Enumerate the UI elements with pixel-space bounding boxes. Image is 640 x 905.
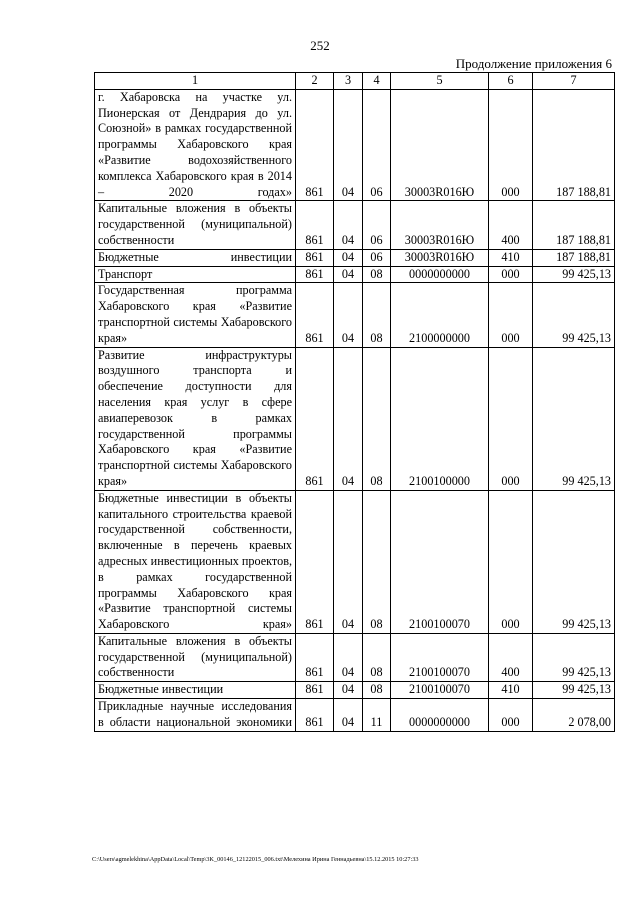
row-c3: 04 (334, 682, 363, 699)
row-c4: 11 (363, 699, 391, 732)
table-row (95, 89, 615, 201)
table-row (95, 347, 615, 490)
row-c7: 99 425,13 (533, 283, 615, 347)
col-header-3: 3 (334, 73, 363, 90)
row-c2: 861 (296, 347, 334, 490)
row-c7: 187 188,81 (533, 201, 615, 249)
row-name: Бюджетные инвестиции в объекты капитального строительства краевой государственной собственности, включенные в перечень краевых адресных инвестиционных проектов, в рамках государственной программы Хабаровского края «Развитие транспортной системы Хабаровского края» (95, 490, 296, 633)
col-header-6: 6 (489, 73, 533, 90)
row-c4: 08 (363, 682, 391, 699)
row-c3: 04 (334, 89, 363, 201)
table-row (95, 266, 615, 283)
row-c3: 04 (334, 347, 363, 490)
row-c5: 30003R016Ю (391, 201, 489, 249)
row-c4: 06 (363, 249, 391, 266)
row-c6: 000 (489, 699, 533, 732)
page-number: 252 (310, 38, 330, 53)
row-c2: 861 (296, 490, 334, 633)
file-path-footer: C:\Users\agmelekhina\AppData\Local\Temp\3K_00146_12122015_006.txt\Мелехина Ирина Геннадьевна\15.12.2015 10:27:33 (92, 856, 419, 863)
row-c6: 410 (489, 249, 533, 266)
row-c7: 187 188,81 (533, 89, 615, 201)
table-row (95, 283, 615, 347)
row-c7: 2 078,00 (533, 699, 615, 732)
row-c4: 08 (363, 633, 391, 681)
row-c3: 04 (334, 283, 363, 347)
row-c5: 2100100000 (391, 347, 489, 490)
col-header-5: 5 (391, 73, 489, 90)
row-c4: 08 (363, 266, 391, 283)
col-header-2: 2 (296, 73, 334, 90)
row-c3: 04 (334, 633, 363, 681)
row-name: Государственная программа Хабаровского края «Развитие транспортной системы Хабаровского края» (95, 283, 296, 347)
row-c5: 2100100070 (391, 490, 489, 633)
row-name: Транспорт (95, 266, 296, 283)
row-name: Капитальные вложения в объекты государственной (муниципальной) собственности (95, 201, 296, 249)
table-row (95, 633, 615, 681)
col-header-4: 4 (363, 73, 391, 90)
row-c2: 861 (296, 283, 334, 347)
continuation-label: Продолжение приложения 6 (455, 56, 612, 71)
row-name: Капитальные вложения в объекты государственной (муниципальной) собственности (95, 633, 296, 681)
row-c5: 30003R016Ю (391, 89, 489, 201)
row-c2: 861 (296, 633, 334, 681)
row-c6: 400 (489, 633, 533, 681)
row-c6: 000 (489, 266, 533, 283)
row-name: Прикладные научные исследования в области национальной экономики (95, 699, 296, 732)
row-c5: 0000000000 (391, 266, 489, 283)
row-c7: 99 425,13 (533, 266, 615, 283)
row-name: Развитие инфраструктуры воздушного транспорта и обеспечение доступности для населения края услуг в сфере авиаперевозок в рамках государственной программы Хабаровского края «Развитие транспортной системы Хабаровского края» (95, 347, 296, 490)
col-header-1: 1 (95, 73, 296, 90)
row-c2: 861 (296, 266, 334, 283)
table-row (95, 249, 615, 266)
row-c7: 99 425,13 (533, 347, 615, 490)
row-c3: 04 (334, 266, 363, 283)
row-c2: 861 (296, 699, 334, 732)
row-c5: 0000000000 (391, 699, 489, 732)
row-c3: 04 (334, 249, 363, 266)
row-c7: 99 425,13 (533, 682, 615, 699)
row-name: Бюджетные инвестиции (95, 682, 296, 699)
table-row (95, 682, 615, 699)
row-c5: 2100100070 (391, 633, 489, 681)
row-name: г. Хабаровска на участке ул. Пионерская от Дендрария до ул. Союзной» в рамках государственной программы Хабаровского края «Развитие водохозяйственного комплекса Хабаровского края в 2014 – 2020 годах» (95, 89, 296, 201)
row-c4: 08 (363, 347, 391, 490)
row-c3: 04 (334, 490, 363, 633)
table-row (95, 699, 615, 732)
row-c6: 410 (489, 682, 533, 699)
header-row (95, 73, 615, 90)
row-c7: 99 425,13 (533, 490, 615, 633)
row-c3: 04 (334, 699, 363, 732)
row-c6: 000 (489, 490, 533, 633)
row-c5: 2100000000 (391, 283, 489, 347)
table-row (95, 490, 615, 633)
row-c2: 861 (296, 249, 334, 266)
row-c4: 06 (363, 89, 391, 201)
row-c2: 861 (296, 89, 334, 201)
row-c7: 187 188,81 (533, 249, 615, 266)
row-c6: 000 (489, 89, 533, 201)
row-c3: 04 (334, 201, 363, 249)
row-c4: 08 (363, 283, 391, 347)
row-c5: 30003R016Ю (391, 249, 489, 266)
row-c6: 400 (489, 201, 533, 249)
row-c5: 2100100070 (391, 682, 489, 699)
row-c4: 08 (363, 490, 391, 633)
row-c2: 861 (296, 682, 334, 699)
row-c2: 861 (296, 201, 334, 249)
row-name: Бюджетные инвестиции (95, 249, 296, 266)
row-c6: 000 (489, 347, 533, 490)
appendix-table (94, 72, 615, 732)
row-c4: 06 (363, 201, 391, 249)
row-c7: 99 425,13 (533, 633, 615, 681)
table-row (95, 201, 615, 249)
row-c6: 000 (489, 283, 533, 347)
col-header-7: 7 (533, 73, 615, 90)
